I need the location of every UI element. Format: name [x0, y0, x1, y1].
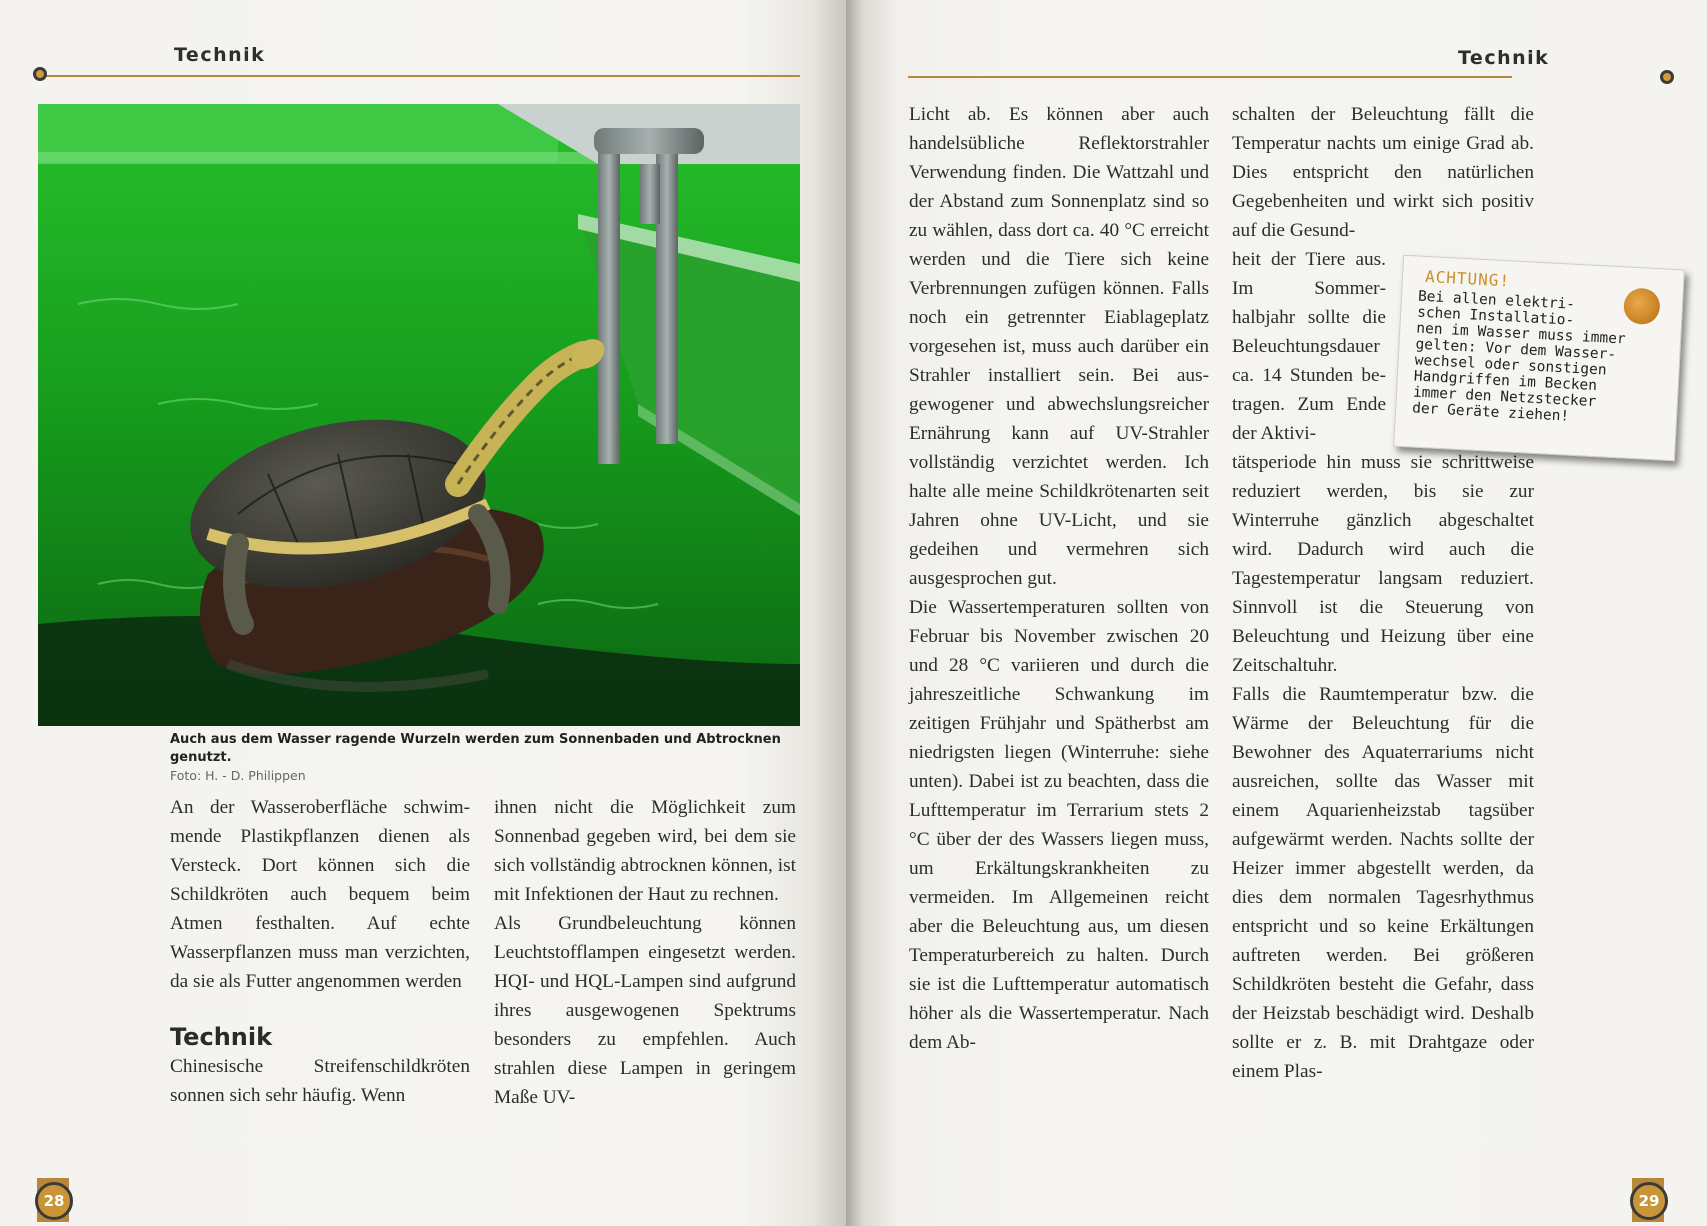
running-head-left: Technik — [174, 44, 266, 66]
photo-caption — [170, 731, 810, 785]
paragraph: Als Grundbeleuchtung können Leuchtstofflampen eingesetzt werden. HQI- und HQL-Lampen sind aufgrund ihres ausgewogenen Spektrums besonders zu empfehlen. Auch strahlen diese Lampen in geringem Maße UV- — [494, 913, 796, 1108]
paragraph: Chinesische Streifenschildkröten sonnen sich sehr häufig. Wenn — [170, 1056, 470, 1106]
text-column-4 — [1232, 100, 1534, 1086]
paragraph: Licht ab. Es können aber auch handelsübliche Reflektorstrahler Verwendung finden. Die Wattzahl und der Abstand zum Sonnenplatz sind so zu wählen, dass dort ca. 40 °C erreicht werden und die Tiere sich keine Verbrennungen zufügen können. Falls noch ein getrennter Eiablageplatz vorgesehen ist, muss auch darüber ein Strahler installiert sein. Bei ausgewogener und abwechslungsreicher Ernährung kann auf UV-Strahler vollständig verzichtet werden. Ich halte alle meine Schildkrötenarten seit Jahren ohne UV-Licht, und sie gedeihen und vermehren sich ausgesprochen gut. — [909, 104, 1209, 589]
text-column-3 — [909, 100, 1209, 1057]
photo-credit: Foto: H. - D. Philippen — [170, 768, 306, 783]
running-head-right: Technik — [1458, 47, 1550, 69]
page-number-left: 28 — [35, 1182, 73, 1220]
paragraph: Die Wassertemperaturen sollten von Februar bis November zwischen 20 und 28 °C variieren und durch die jahreszeitliche Schwankung im zeitigen Frühjahr und Spätherbst am niedrigsten liegen (Winterruhe: siehe unten). Dabei ist zu beachten, dass die Lufttemperatur im Terrarium stets 2 °C über der des Wassers liegen muss, um Erkältungskrankheiten zu vermeiden. Im Allgemeinen reicht aber die Beleuchtung aus, um diesen Temperaturbereich zu halten. Durch sie ist die Lufttemperatur automatisch höher als die Wassertemperatur. Nach dem Ab- — [909, 597, 1209, 1053]
note-body: Bei allen elektri- schen Installatio- nen im Wasser muss immer gelten: Vor dem Wasser- wechsel oder sonstigen Handgriffen im Becken immer den Netzstecker der Geräte ziehen! — [1411, 288, 1627, 425]
paragraph: An der Wasseroberfläche schwimmende Plastikpflanzen dienen als Versteck. Dort können sich die Schildkröten auch bequem beim Atmen festhalten. Auf echte Wasserpflanzen muss man verzichten, da sie als Futter angenommen werden — [170, 797, 470, 992]
paragraph-wide: schalten der Beleuchtung fällt die Temperatur nachts um einige Grad ab. Dies entspricht den natürlichen Gegebenheiten und wirkt sich positiv auf die Gesund- — [1232, 104, 1534, 241]
turtle-photo-illustration — [38, 104, 800, 726]
paragraph: Falls die Raumtemperatur bzw. die Wärme der Beleuchtung für die Bewohner des Aquaterrariums nicht ausreichen, sollte das Wasser mit einem Aquarienheizstab tagsüber aufgewärmt werden. Nachts sollte der Heizer immer abgestellt werden, da dies dem normalen Tagesrhythmus entspricht und so keine Erkältungen auftreten werden. Bei größeren Schildkröten besteht die Gefahr, dass der Heizstab beschädigt wird. Deshalb sollte er z. B. mit Drahtgaze oder einem Plas- — [1232, 684, 1534, 1082]
page-number-right: 29 — [1630, 1182, 1668, 1220]
paragraph-narrow: heit der Tiere aus. Im Sommerhalbjahr sollte die Beleuchtungsdauer ca. 14 Stunden betragen. Zum Ende der Aktivi- — [1232, 249, 1386, 444]
page-number-tab-right — [1632, 1178, 1664, 1222]
left-page — [0, 0, 846, 1226]
rule-dot-left — [33, 67, 47, 81]
warning-note — [1393, 255, 1685, 461]
paragraph: ihnen nicht die Möglichkeit zum Sonnenbad gegeben wird, bei dem sie sich vollständig abtrocknen können, ist mit Infektionen der Haut zu rechnen. — [494, 797, 796, 905]
turtle-photo — [38, 104, 800, 726]
text-column-2 — [494, 793, 796, 1112]
paragraph: tätsperiode hin muss sie schrittweise reduziert werden, bis sie zur Winterruhe gänzlich abgeschaltet wird. Dadurch wird auch die Tagestemperatur langsam reduziert. Sinnvoll ist die Steuerung von Beleuchtung und Heizung über eine Zeitschaltuhr. — [1232, 452, 1534, 676]
page-number-tab-left — [37, 1178, 69, 1222]
note-title: ACHTUNG! — [1424, 266, 1511, 291]
text-column-1 — [170, 793, 470, 1110]
caption-text: Auch aus dem Wasser ragende Wurzeln werden zum Sonnenbaden und Abtrocknen genutzt. — [170, 732, 781, 765]
header-rule-left — [44, 75, 800, 77]
header-rule-right — [908, 76, 1512, 78]
rule-dot-right — [1660, 70, 1674, 84]
section-heading: Technik — [170, 1023, 273, 1051]
